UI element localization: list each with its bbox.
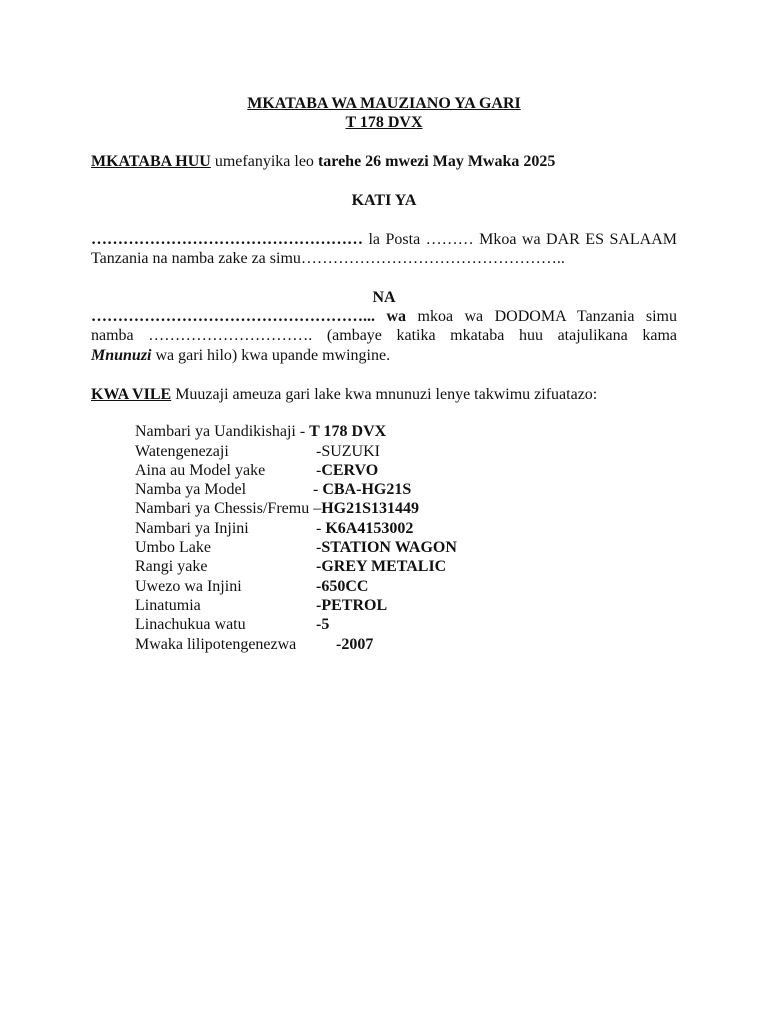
spec-item — [135, 422, 386, 441]
kati-ya-heading: KATI YA — [351, 192, 417, 209]
spec-label: Nambari ya Uandikishaji - — [135, 423, 310, 440]
spec-value-text: CBA-HG21S — [322, 481, 412, 498]
spec-value — [316, 442, 380, 461]
kwa-vile-paragraph — [91, 385, 677, 404]
spec-value: -5 — [316, 616, 330, 633]
spec-item — [135, 499, 419, 518]
spec-value: -PETROL — [316, 597, 388, 614]
buyer-line-1 — [91, 307, 677, 326]
buyer-line-1-rest: mkoa wa DODOMA Tanzania simu — [406, 308, 678, 325]
spec-label: Uwezo wa Injini — [135, 578, 242, 595]
kwa-vile-lead: KWA VILE — [91, 386, 172, 403]
spec-prefix: - — [316, 520, 326, 537]
spec-value — [316, 538, 457, 557]
spec-prefix: - — [313, 481, 323, 498]
spec-value: -650CC — [316, 578, 369, 595]
spec-label: Mwaka lilipotengenezwa — [135, 636, 297, 653]
seller-line-1-rest: la Posta ……… Mkoa wa DAR ES SALAAM — [363, 231, 677, 248]
spec-label: Umbo Lake — [135, 539, 211, 556]
spec-label: Watengenezaji — [135, 443, 229, 460]
spec-value: -2007 — [336, 636, 374, 653]
intro-mid: umefanyika leo — [210, 153, 318, 170]
spec-label: Aina au Model yake — [135, 462, 266, 479]
spec-label: Nambari ya Injini — [135, 520, 249, 537]
plate-heading: T 178 DVX — [345, 114, 423, 131]
buyer-line-3-rest: wa gari hilo) kwa upande mwingine. — [151, 347, 391, 364]
spec-value: -GREY METALIC — [316, 558, 447, 575]
buyer-line-2: namba …………………………. (ambaye katika mkataba huu atajulikana kama — [91, 327, 677, 344]
seller-line-1 — [91, 230, 677, 249]
spec-value — [316, 461, 378, 480]
kwa-vile-rest: Muuzaji ameuza gari lake kwa mnunuzi lenye takwimu zifuatazo: — [171, 386, 598, 403]
spec-value — [313, 480, 411, 499]
spec-value-text: CERVO — [321, 462, 379, 479]
spec-value-text: STATION WAGON — [321, 539, 457, 556]
spec-label: Linachukua watu — [135, 616, 246, 633]
mnunuzi-term: Mnunuzi — [91, 347, 152, 364]
document-title: MKATABA WA MAUZIANO YA GARI — [247, 95, 521, 112]
intro-date: tarehe 26 mwezi May Mwaka 2025 — [317, 153, 556, 170]
spec-label: Nambari ya Chessis/Fremu – — [135, 500, 322, 517]
seller-line-2: Tanzania na namba zake za simu………………………………………….. — [91, 250, 565, 267]
spec-value-text: HG21S131449 — [321, 500, 419, 517]
buyer-dots: ……………………………………………... — [91, 308, 375, 325]
intro-paragraph — [91, 152, 677, 171]
spec-value: T 178 DVX — [309, 423, 387, 440]
spec-label: Rangi yake — [135, 558, 208, 575]
spec-value-text: K6A4153002 — [325, 520, 414, 537]
spec-value — [316, 519, 413, 538]
spec-label: Linatumia — [135, 597, 201, 614]
spec-prefix: - — [316, 462, 322, 479]
intro-lead: MKATABA HUU — [91, 153, 211, 170]
buyer-line-3 — [91, 346, 677, 365]
spec-label: Namba ya Model — [135, 481, 247, 498]
na-heading: NA — [372, 289, 396, 306]
seller-dots: …………………………………………… — [91, 231, 363, 248]
buyer-wa: wa — [375, 308, 407, 325]
spec-prefix: -SUZUKI — [316, 443, 380, 460]
spec-prefix: - — [316, 539, 322, 556]
